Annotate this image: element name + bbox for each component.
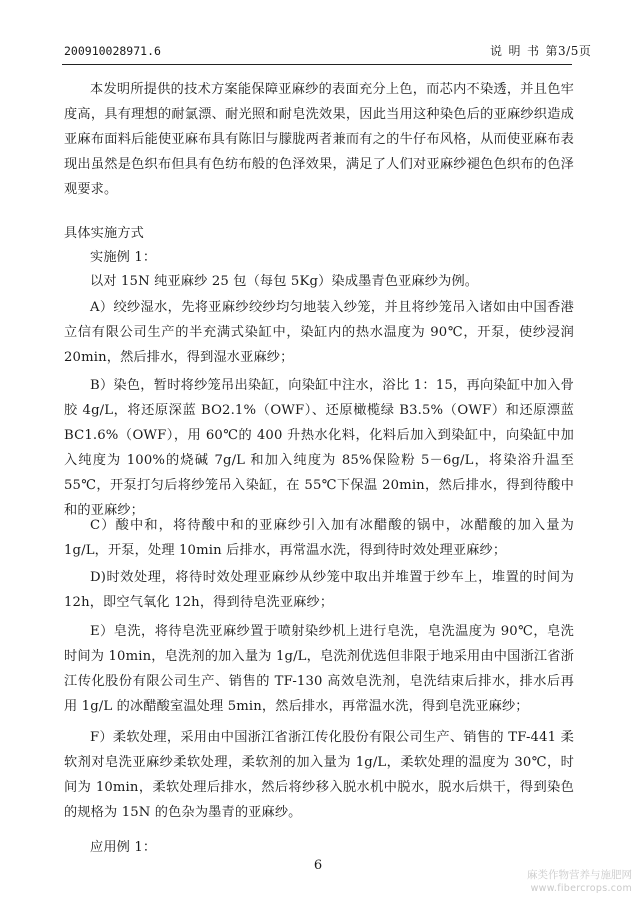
application-example-1-heading: 应用例 1： [90,840,157,855]
section-heading-embodiments: 具体实施方式 [64,226,145,241]
watermark-title: 麻类作物营养与施肥网 [527,869,632,881]
step-a-paragraph: A）绞纱湿水，先将亚麻纱绞纱均匀地装入纱笼，并且将纱笼吊入诸如由中国香港立信有限公司生产的半充满式染缸中，染缸内的热水温度为 90℃，开泵，使纱浸润 20min，然后排水，得到湿水亚麻纱； [64,300,574,365]
page-number: 6 [313,858,323,873]
header-rule [62,64,572,65]
intro-paragraph: 本发明所提供的技术方案能保障亚麻纱的表面充分上色，而芯内不染透，并且色牢度高，具有理想的耐氯漂、耐光照和耐皂洗效果，因此当用这种染色后的亚麻纱织造成亚麻布面料后能使亚麻布具有陈旧与朦胧两者兼而有之的牛仔布风格，从而使亚麻布表现出虽然是色织布但具有色纺布般的色泽效果，满足了人们对亚麻纱褪色色织布的色泽观要求。 [64,82,574,197]
example-1-intro: 以对 15N 纯亚麻纱 25 包（每包 5Kg）染成墨青色亚麻纱为例。 [90,274,479,289]
step-b-paragraph: B）染色，暂时将纱笼吊出染缸，向染缸中注水，浴比 1：15，再向染缸中加入骨胶 4g/L，将还原深蓝 BO2.1%（OWF）、还原橄榄绿 B3.5%（OWF）和还原漂蓝 BC1.6%（OWF），用 60℃的 400 升热水化料，化料后加入到染缸中，向染缸中加入纯度为 100%的烧碱 7g/L 和加入纯度为 85%保险粉 5－6g/L，将染浴升温至 55℃，开泵打匀后将纱笼吊入染缸，在 55℃下保温 20min，然后排水，得到待酸中和的亚麻纱； [64,378,574,518]
watermark-url: www.fibercrops.com [530,883,632,894]
step-f-paragraph: F）柔软处理，采用由中国浙江省浙江传化股份有限公司生产、销售的 TF-441 柔软剂对皂洗亚麻纱柔软处理，柔软剂的加入量为 1g/L，柔软处理的温度为 30℃，时间为 10min，柔软处理后排水，然后将纱移入脱水机中脱水，脱水后烘干，得到染色的规格为 15N 的色杂为墨青的亚麻纱。 [64,730,574,820]
doc-label-char-1: 说 [490,44,503,58]
watermark [502,869,632,895]
document-type-label [490,42,591,60]
step-c-paragraph: C）酸中和，将待酸中和的亚麻纱引入加有冰醋酸的锅中，冰醋酸的加入量为 1g/L，开泵，处理 10min 后排水，再常温水洗，得到待时效处理亚麻纱； [64,518,574,558]
example-1-heading: 实施例 1： [90,250,157,265]
page-of-total: 第3/5页 [545,44,592,58]
application-number: 200910028971.6 [64,44,161,58]
step-e-paragraph: E）皂洗，将待皂洗亚麻纱置于喷射染纱机上进行皂洗，皂洗温度为 90℃，皂洗时间为 10min，皂洗剂的加入量为 1g/L，皂洗剂优选但非限于地采用由中国浙江省浙江传化股份有限公司生产、销售的 TF-130 高效皂洗剂，皂洗结束后排水，排水后再用 1g/L 的冰醋酸室温处理 5min，然后排水，再常温水洗，得到皂洗亚麻纱； [64,624,574,714]
doc-label-char-2: 明 [508,44,522,58]
page-header [0,42,636,60]
doc-label-char-3: 书 [527,44,540,58]
step-d-paragraph: D)时效处理，将待时效处理亚麻纱从纱笼中取出并堆置于纱车上，堆置的时间为 12h，即空气氧化 12h，得到待皂洗亚麻纱； [64,570,574,610]
